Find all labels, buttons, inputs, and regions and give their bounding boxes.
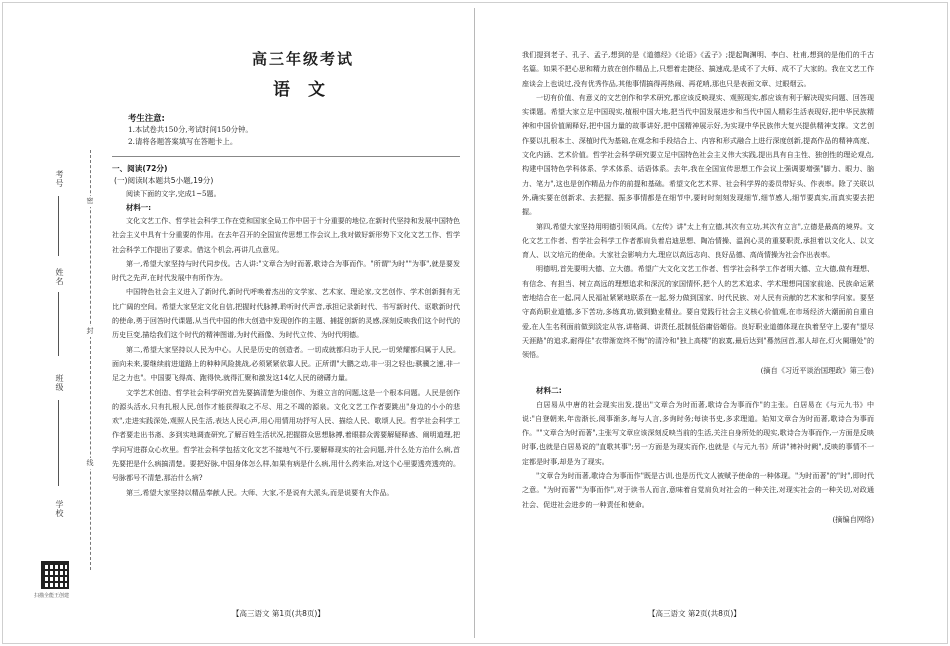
seal-mark-xian: 线 bbox=[84, 458, 96, 469]
page-one bbox=[112, 48, 460, 500]
binding-margin bbox=[0, 0, 112, 646]
instruction-text: 阅读下面的文字,完成1~5题。 bbox=[126, 189, 221, 198]
binding-label-school: 学校 bbox=[55, 500, 64, 518]
body-paragraph: 明德明,首先要明大德、立大德。希望广大文化文艺工作者、哲学社会科学工作者明大德、立大德,做有理想、有信念、有担当、树立高远的理想追求和深沉的家国情怀,把个人的艺术追求、学术理想同国家前途、民族命运紧密地结合在一起,同人民福祉紧紧地联系在一起,努力做到国家、时代民族、对人民有贡献的艺术家和学问家。要坚守高尚职业道德,多下苦功,多练真功,做到勤业精业。要自觉践行社会主义核心价值观,在市场经济大潮面前自重自爱,在人生名利面前做到淡定从容,讲格调、讲责任,抵制低俗庸俗媚俗。良好职业道德体现在执着坚守上,要有"望尽天涯路"的追求,耐得住"衣带渐宽终不悔"的清冷和"独上高楼"的寂寞,最后达到"蓦然回首,那人却在,灯火阑珊处"的领悟。 bbox=[522, 264, 874, 360]
subsection-heading: (一)阅读Ⅰ(本题共5小题,19分) bbox=[114, 176, 214, 185]
body-paragraph: 第二,希望大家坚持以人民为中心。人民是历史的创造者。一切成就都归功于人民,一切荣耀都归属于人民。面向未来,要继续前进道路上的种种风险挑战,必须紧紧依靠人民。正所谓"大鹏之动,非一羽之轻也;骐骥之速,非一足之力也"。中国要飞得高、跑得快,就得汇聚和激发这14亿人民的磅礴力量。 bbox=[112, 344, 460, 383]
section-heading: 一、阅读(72分) bbox=[112, 164, 168, 173]
exam-title: 高三年级考试 bbox=[251, 50, 354, 68]
page-one-footer: 【高三语文 第1页(共8页)】 bbox=[232, 609, 325, 618]
material-two-label: 材料二: bbox=[536, 385, 562, 395]
binding-label-exam-number: 考号 bbox=[55, 170, 64, 188]
binding-label-class: 班级 bbox=[55, 374, 64, 392]
notice-item: 1.本试卷共150分,考试时间150分钟。 bbox=[128, 125, 253, 134]
qr-caption: 扫描全能王创建 bbox=[34, 593, 70, 599]
binding-blank-line bbox=[58, 400, 59, 486]
body-paragraph: 第一,希望大家坚持与时代同步伐。古人讲:"文章合为时而著,歌诗合为事而作。"所谓"为时""为事",就是要发时代之先声,在时代发展中有所作为。 bbox=[112, 258, 460, 283]
seal-dashed-line bbox=[90, 150, 91, 570]
page-fold-line bbox=[474, 8, 475, 638]
page-two bbox=[522, 48, 874, 527]
binding-blank-line bbox=[58, 292, 59, 356]
source-citation: (摘自《习近平谈治国理政》第三卷) bbox=[760, 365, 874, 375]
body-paragraph: 中国特色社会主义进入了新时代,新时代呼唤着杰出的文学家、艺术家、理论家,文艺创作、学术创新拥有无比广阔的空间。希望大家坚定文化自信,把握时代脉搏,聆听时代声音,承担记录新时代、书写新时代、讴歌新时代的使命,勇于回答时代课题,从当代中国的伟大创造中发现创作的主题、捕捉创新的灵感,深刻反映我们这个时代的历史巨变,描绘我们这个时代的精神图谱,为时代画像、为时代立传、为时代明德。 bbox=[112, 287, 460, 340]
body-paragraph: 第四,希望大家坚持用明德引领风尚。《左传》讲"太上有立德,其次有立功,其次有立言",立德是最高的境界。文化文艺工作者、哲学社会科学工作者都肩负着启迪思想、陶冶情操、温润心灵的重要职责,承担着以文化人、以文育人、以文培元的使命。大家社会影响力大,理应以高远志向、良好品德、高尚情操为社会作出表率。 bbox=[522, 221, 874, 260]
qr-code bbox=[41, 561, 69, 589]
binding-label-name: 姓名 bbox=[55, 268, 64, 286]
body-paragraph: 一切有价值、有意义的文艺创作和学术研究,都应该反映现实、观照现实,都应该有利于解决现实问题、回答现实课题。希望大家立足中国现实,植根中国大地,把当代中国发展进步和当代中国人精彩生活表现好,把中华民族精神和中国价值阐释好,把中国力量的故事讲好,把中国精神展示好,为实现中华民族伟大复兴提供精神支撑。文艺创作要以扎根本土、深植时代为基础,在观念和手段结合上、内容和形式融合上进行深度创新,提高作品的精神高度、文化内涵、艺术价值。哲学社会科学研究要立足中国特色社会主义伟大实践,提出具有自主性、独创性的理论观点,构建中国特色学科体系、学术体系、话语体系。去年,我在全国宣传思想工作会议上强调要增强"脚力、眼力、脑力、笔力",这也是创作精品力作的前提和基础。希望文化艺术界、社会科学界的委员带好头、作表率。除了关联以外,确实要在创新求、去把握、振多事情都是在细节中,要时时刻刻发现细节,细节感人,细节要真实,而真实要去把握。 bbox=[522, 92, 874, 217]
body-paragraph: 文化文艺工作、哲学社会科学工作在党和国家全局工作中居于十分重要的地位,在新时代坚持和发展中国特色社会主义中具有十分重要的作用。在去年召开的全国宣传思想工作会议上,我对做好新形势下文化文艺工作、哲学社会科学工作提出了要求。借这个机会,再讲几点意见。 bbox=[112, 216, 460, 254]
subject-title: 语文 bbox=[273, 80, 343, 100]
body-paragraph: "文章合为时而著,歌诗合为事而作"既是古训,也是历代文人被赋予使命的一种体现。"为时而著"的"时",即时代之意。"为时而著""为事而作",对于读书人而言,意味着自觉肩负对社会的一种关注,对现实社会的一种关切,对政通社会、促进社会进步的一种责任和使命。 bbox=[522, 471, 874, 509]
page-two-footer: 【高三语文 第2页(共8页)】 bbox=[648, 609, 741, 618]
source-citation: (摘编自网络) bbox=[832, 514, 874, 524]
body-paragraph: 文学艺术创造、哲学社会科学研究首先要搞清楚为谁创作、为谁立言的问题,这是一个根本问题。人民是创作的源头活水,只有扎根人民,创作才能获得取之不尽、用之不竭的源泉。文化文艺工作者要跳出"身边的小小的悲欢",走进实践深处,观照人民生活,表达人民心声,用心用情用功抒写人民、描绘人民、歌颂人民。哲学社会科学工作者要走出书斋、多到实地调查研究,了解百姓生活状况,把握群众思想脉搏,着眼群众需要解疑释惑、阐明道理,把学问写进群众心坎里。哲学社会科学包括文化文艺不接地气不行,要解释现实的社会问题,并什么处方治什么病,首先要把是什么病搞清楚。要把好脉,中国身体怎么样,如果有病是什么病,用什么药来治,对这个心里要透亮透亮的。号脉都号不清楚,那治什么病? bbox=[112, 387, 460, 483]
body-paragraph: 白居易从中唐的社会现实出发,提出"文章合为时而著,歌诗合为事而作"的主张。白居易在《与元九书》中说:"自登朝来,年齿渐长,阅事渐多,每与人言,多询时务;每读书史,多求理道。始知文章合为时而著,歌诗合为事而作。""文章合为时而著",主张写文章应该深刻反映当前的生活,关注自身所处的现实,歌诗合为事而作,一方面是反映时事,也就是白居易说的"直歌其事";另一方面是为现实而作,也就是《与元九书》所讲"裨补时阙",反映的事情不一定都是时事,却是为了现实。 bbox=[522, 399, 874, 466]
body-paragraph: 第三,希望大家坚持以精品奉献人民。大师、大家,不是说有大派头,而是说要有大作品。 bbox=[126, 487, 394, 497]
material-one-label: 材料一: bbox=[126, 203, 152, 212]
seal-mark-mi: 密 bbox=[84, 196, 96, 207]
binding-blank-line bbox=[58, 196, 59, 256]
body-paragraph: 我们提到老子、孔子、孟子,想到的是《道德经》《论语》《孟子》;提起陶渊明、李白、杜甫,想到的是他们的千古名篇。如果不把心思和精力放在创作精品上,只想着走捷径、搞速成,是成不了大师、成不了大家的。我在文艺工作座谈会上也说过,没有优秀作品,其他事情搞得再热闹、再花哨,那也只是表面文章、过眼烟云。 bbox=[522, 50, 874, 88]
seal-mark-feng: 封 bbox=[84, 326, 96, 337]
notice-heading: 考生注意: bbox=[128, 113, 165, 123]
notice-item: 2.请将各题答案填写在答题卡上。 bbox=[128, 137, 238, 146]
divider bbox=[112, 156, 460, 157]
